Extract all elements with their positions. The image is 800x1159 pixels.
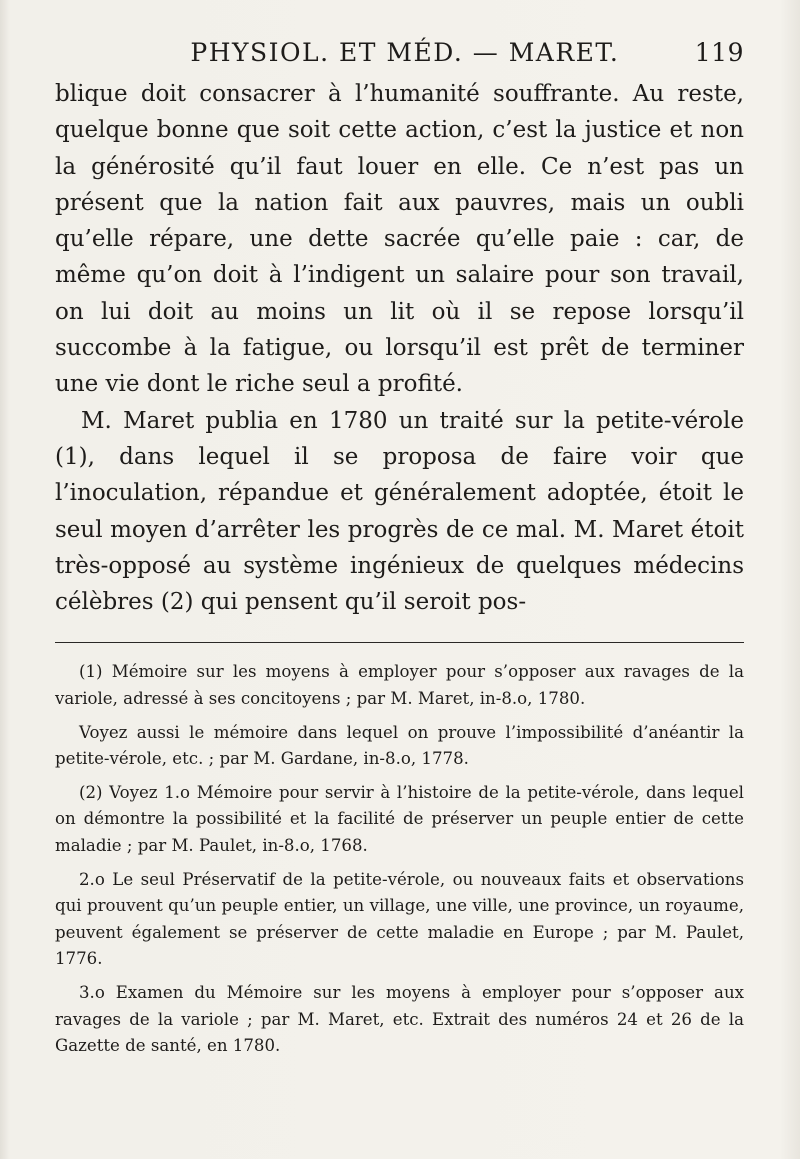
paragraph: M. Maret publia en 1780 un traité sur la petite-vérole (1), dans lequel il se proposa de faire voir que l’inoculation, répandue et généralement adoptée, étoit le seul moyen d’arrêter les progrès de ce mal. M. Maret étoit très-opposé au système ingénieux de quelques médecins célèbres (2) qui pensent qu’il seroit pos- [55,407,744,616]
running-head-title: PHYSIOL. ET MÉD. — MARET. [190,38,620,67]
main-text [55,76,744,620]
footnote: (2) Voyez 1.o Mémoire pour servir à l’histoire de la petite-vérole, dans lequel on démontre la possibilité et la facilité de préserver un peuple entier de cette maladie ; par M. Paulet, in-8.o, 1768. [55,782,744,856]
footnote-rule [55,642,744,643]
paragraph-continued: blique doit consacrer à l’humanité souffrante. Au reste, quelque bonne que soit cette action, c’est la justice et non la générosité qu’il faut louer en elle. Ce n’est pas un présent que la nation fait aux pauvres, mais un oubli qu’elle répare, une dette sacrée qu’elle paie : car, de même qu’on doit à l’indigent un salaire pour son travail, on lui doit au moins un lit où il se repose lorsqu’il succombe à la fatigue, ou lorsqu’il est prêt de terminer une vie dont le riche seul a profité. [55,81,744,398]
footnote: Voyez aussi le mémoire dans lequel on prouve l’impossibilité d’anéantir la petite-vérole, etc. ; par M. Gardane, in-8.o, 1778. [55,722,744,769]
footnote: 2.o Le seul Préservatif de la petite-vérole, ou nouveaux faits et observations qui prouvent qu’un peuple entier, un village, une ville, une province, un royaume, peuvent également se préserver de cette maladie en Europe ; par M. Paulet, 1776. [55,869,744,969]
footnote: (1) Mémoire sur les moyens à employer pour s’opposer aux ravages de la variole, adressé à ses concitoyens ; par M. Maret, in-8.o, 1780. [55,662,744,709]
footnote: 3.o Examen du Mémoire sur les moyens à employer pour s’opposer aux ravages de la variole ; par M. Maret, etc. Extrait des numéros 24 et 26 de la Gazette de santé, en 1780. [55,982,744,1056]
page-number: 119 [694,38,744,67]
footnotes [55,659,744,1059]
running-head [55,38,744,76]
